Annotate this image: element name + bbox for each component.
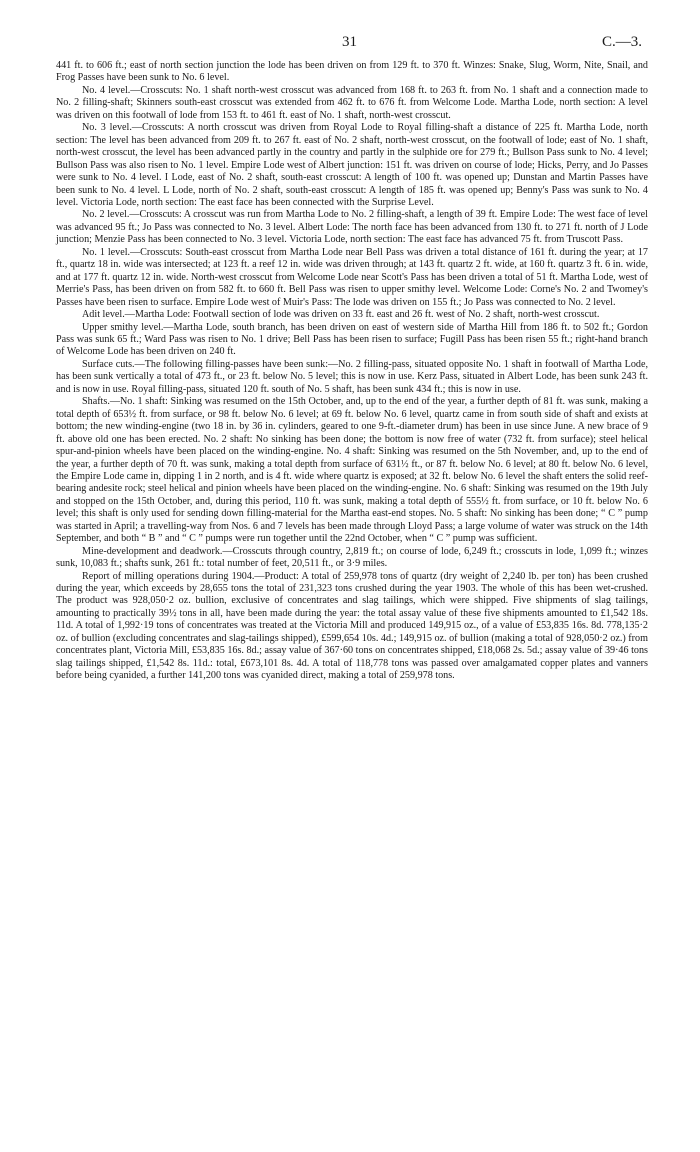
paragraph-no2-level: No. 2 level.—Crosscuts: A crosscut was run from Martha Lode to No. 2 filling-shaft, a length of 39 ft. Empire Lode: The west face of level was advanced 95 ft.; Jo Pass was connected to No. 3 level. Albert Lode: The north face has been advanced from 130 ft. to 271 ft. north of J Lode junction; Menzie Pass has been connected to No. 3 level. Victoria Lode, north section: The east face has advanced 75 ft. from Truscott Pass. xyxy=(56,209,648,246)
paragraph-upper-smithy-level: Upper smithy level.—Martha Lode, south branch, has been driven on east of western side of Martha Hill from 186 ft. to 502 ft.; Gordon Pass was sunk 65 ft.; Ward Pass was risen to No. 1 drive; Bell Pass has been risen to surface; Fugill Pass has been risen 55 ft.; right-hand branch of Welcome Lode has been driven on 240 ft. xyxy=(56,321,648,358)
paragraph-shafts: Shafts.—No. 1 shaft: Sinking was resumed on the 15th October, and, up to the end of the year, a further depth of 81 ft. was sunk, making a total depth of 653½ ft. from surface, or 98 ft. below No. 6 level; at 69 ft. below No. 6 level, quartz came in from south side of shaft and exists at bottom; the new winding-engine (two 18 in. by 36 in. cylinders, geared to one 9-ft.-diameter drum) has been in use since June. A new brace of 9 ft. above old one has been erected. No. 2 shaft: No sinking has been done; the bottom is now free of water (732 ft. from surface); steel helical spur-and-pinion wheels have been placed on the winding-engine. No. 4 shaft: Sinking was resumed on the 5th November, and, up to the end of the year, a further depth of 70 ft. was sunk, making a total depth from surface of 631½ ft., or 87 ft. below No. 6 level; at 80 ft. below No. 6 level, the Empire Lode came in, dipping 1 in 2 north, and is 4 ft. wide where quartz is exposed; at 32 ft. below No. 6 level the shaft enters the solid reef-bearing andesite rock; steel helical and pinion wheels have been placed on the winding-engine. No. 6 shaft: Sinking was resumed on the 19th July and stopped on the 15th October, and, during this period, 110 ft. was sunk, making a total depth of 555½ ft. from surface, or 10 ft. below No. 6 level; this shaft is only used for sending down filling-material for the Martha east-end stopes. No. 5 shaft: No sinking has been done; “ C ” pump was started in April; a travelling-way from Nos. 6 and 7 levels has been made through Lloyd Pass; a large volume of water was struck on the 14th September, and both “ B ” and “ C ” pumps were run together until the 22nd October, when “ C ” pump was sufficient. xyxy=(56,396,648,545)
paragraph-mine-development: Mine-development and deadwork.—Crosscuts through country, 2,819 ft.; on course of lode, 6,249 ft.; crosscuts in lode, 1,099 ft.; winzes sunk, 10,083 ft.; shafts sunk, 261 ft.: total number of feet, 20,511 ft., or 3·9 miles. xyxy=(56,545,648,570)
paragraph-no1-level: No. 1 level.—Crosscuts: South-east crosscut from Martha Lode near Bell Pass was driven a total distance of 161 ft. during the year; at 17 ft., quartz 18 in. wide was intersected; at 123 ft. a reef 12 in. wide was driven through; at 143 ft. quartz 2 ft. wide, at 160 ft. quartz 3 ft. 6 in. wide, and at 177 ft. quartz 12 in. wide. North-west crosscut from Welcome Lode near Scott's Pass has been driven a total of 51 ft. Martha Lode, west of Merrie's Pass, has been driven on from 582 ft. to 660 ft. Bell Pass was risen to upper smithy level. Welcome Lode: Corne's No. 2 and Twomey's Passes have been risen to surface. Empire Lode west of Muir's Pass: The lode was driven on 155 ft.; Jo Pass was connected to No. 2 level. xyxy=(56,246,648,308)
page-header xyxy=(56,34,648,54)
paragraph-winzes-continuation: 441 ft. to 606 ft.; east of north section junction the lode has been driven on from 129 ft. to 370 ft. Winzes: Snake, Slug, Worm, Nite, Snail, and Frog Passes have been sunk to No. 6 level. xyxy=(56,60,648,84)
paragraph-no4-level: No. 4 level.—Crosscuts: No. 1 shaft north-west crosscut was advanced from 168 ft. to 263 ft. from No. 1 shaft and a connection made to No. 2 filling-shaft; Skinners south-east crosscut was extended from 462 ft. to 676 ft. from Welcome Lode. Martha Lode, north section: A level was driven on this footwall of lode from 153 ft. to 461 ft. east of No. 1 shaft, north-west crosscut. xyxy=(56,84,648,121)
paragraph-surface-cuts: Surface cuts.—The following filling-passes have been sunk:—No. 2 filling-pass, situated opposite No. 1 shaft in footwall of Martha Lode, has been sunk vertically a total of 473 ft., or 23 ft. below No. 5 level; this is now in use. Kerz Pass, situated in Albert Lode, has been sunk 243 ft. and is now in use. Royal filling-pass, situated 120 ft. south of No. 5 shaft, has been sunk 434 ft.; this is now in use. xyxy=(56,358,648,395)
paragraph-adit-level: Adit level.—Martha Lode: Footwall section of lode was driven on 33 ft. east and 26 ft. west of No. 2 shaft, north-west crosscut. xyxy=(82,309,600,321)
paragraph-no3-level: No. 3 level.—Crosscuts: A north crosscut was driven from Royal Lode to Royal filling-shaft a distance of 225 ft. Martha Lode, north section: The level has been advanced from 209 ft. to 267 ft. east of No. 2 shaft, north-west crosscut, on the footwall of lode; east of No. 1 shaft, north-west crosscut, the level has been advanced partly in the country and partly in the sulphide ore for 279 ft.; Bullson Pass sunk to No. 4 level; Bullson Pass was also risen to No. 1 level. Empire Lode west of Albert junction: 151 ft. was driven on course of lode; Hicks, Perry, and Jo Passes were sunk to No. 4 level. I Lode, east of No. 2 shaft, south-east crosscut: A length of 100 ft. was opened up; Dunstan and Martin Passes have been sunk to No. 4 level. L Lode, north of No. 2 shaft, south-east crosscut: A length of 185 ft. was opened up; Benny's Pass was sunk to No. 4 level. Victoria Lode, north section: The east face has been connected with the Surprise Level. xyxy=(56,122,648,208)
page-number: 31 xyxy=(342,34,357,50)
paragraph-milling-report: Report of milling operations during 1904.—Product: A total of 259,978 tons of quartz (dry weight of 2,240 lb. per ton) has been crushed during the year, which exceeds by 28,655 tons the total of 231,323 tons crushed during the year 1903. The whole of this has been wet-crushed. The product was 928,050·2 oz. bullion, exclusive of concentrates and slag tailings, which were shipped. Five shipments of slag tailings, amounting to practically 39½ tons in all, have been made during the year: the total assay value of these five shipments amounted to £1,542 18s. 11d. A total of 1,992·19 tons of concentrates was treated at the Victoria Mill and produced 149,915 oz., of a value of £53,835 16s. 8d. 778,135·2 oz. of bullion (excluding concentrates and slag-tailings shipped), £599,654 10s. 4d.; 149,915 oz. of bullion (making a total of 928,050·2 oz.) from concentrates plant, Victoria Mill, £53,835 16s. 8d.; assay value of 367·60 tons on concentrates shipped, £18,068 2s. 5d.; assay value of 39·46 tons slag tailings shipped, £1,542 8s. 11d.: total, £673,101 8s. 4d. A total of 118,778 tons was passed over amalgamated copper plates and vanners before being cyanided, a further 141,200 tons was cyanided direct, making a total of 259,978 tons. xyxy=(56,570,648,682)
body-text xyxy=(56,60,648,683)
document-code: C.—3. xyxy=(601,34,642,50)
